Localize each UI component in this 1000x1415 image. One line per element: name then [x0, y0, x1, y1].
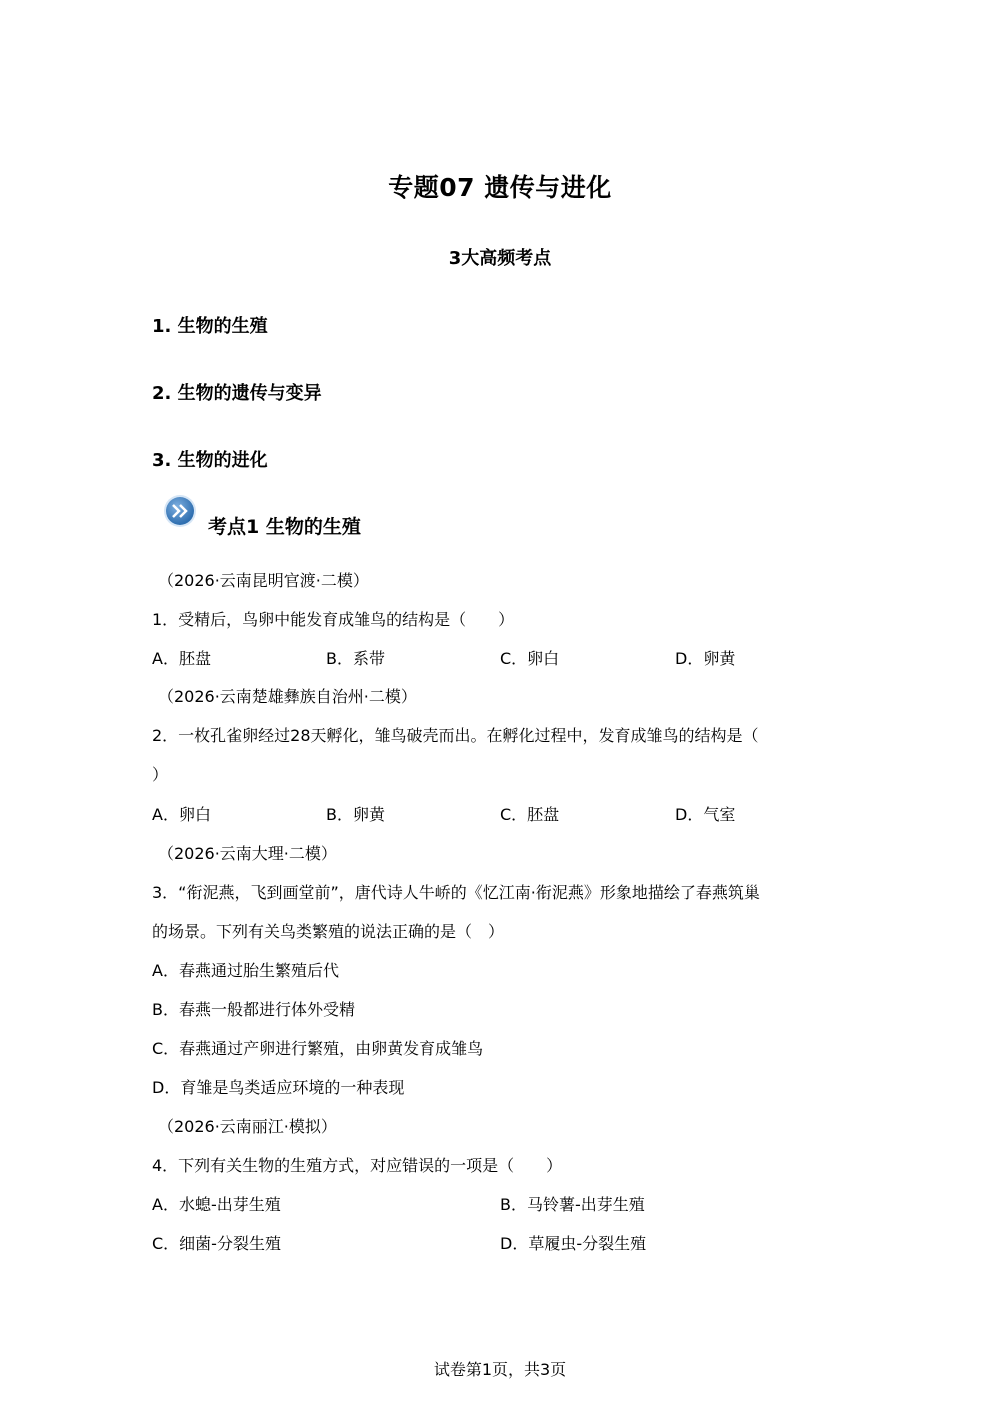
double-chevron-right-icon: [166, 497, 194, 525]
question-source: （2026·云南昆明官渡·二模）: [158, 571, 369, 590]
option-a: A．胚盘: [152, 649, 211, 668]
option-b: B．马铃薯-出芽生殖: [500, 1195, 645, 1214]
page-footer: 试卷第1页，共3页: [433, 1360, 567, 1379]
question-stem: 1．受精后，鸟卵中能发育成雏鸟的结构是（ ）: [152, 610, 515, 629]
page-title: 专题07 遗传与进化: [388, 173, 612, 202]
option-c: C．卵白: [500, 649, 560, 668]
option-a: A．春燕通过胎生繁殖后代: [152, 961, 339, 980]
option-c: C．胚盘: [500, 805, 560, 824]
option-c: C．细菌-分裂生殖: [152, 1234, 281, 1253]
option-d: D．卵黄: [675, 649, 736, 668]
question-stem-continued: 的场景。下列有关鸟类繁殖的说法正确的是（ ）: [152, 922, 505, 941]
topic-item: 2. 生物的遗传与变异: [152, 383, 322, 404]
question-stem: 3．“衔泥燕，飞到画堂前”，唐代诗人牛峤的《忆江南·衔泥燕》形象地描绘了春燕筑巢: [152, 883, 760, 902]
section-title: 考点1 生物的生殖: [208, 516, 361, 538]
topic-item: 1. 生物的生殖: [152, 316, 268, 337]
question-source: （2026·云南丽江·模拟）: [158, 1117, 337, 1136]
option-a: A．水螅-出芽生殖: [152, 1195, 281, 1214]
topic-item: 3. 生物的进化: [152, 450, 268, 471]
question-stem-continued: ）: [152, 765, 169, 784]
question-stem: 4．下列有关生物的生殖方式，对应错误的一项是（ ）: [152, 1156, 563, 1175]
question-stem: 2．一枚孔雀卵经过28天孵化，雏鸟破壳而出。在孵化过程中，发育成雏鸟的结构是（: [152, 726, 759, 745]
option-d: D．育雏是鸟类适应环境的一种表现: [152, 1078, 405, 1097]
option-d: D．气室: [675, 805, 736, 824]
option-a: A．卵白: [152, 805, 211, 824]
question-source: （2026·云南大理·二模）: [158, 844, 337, 863]
question-source: （2026·云南楚雄彝族自治州·二模）: [158, 687, 417, 706]
option-b: B．卵黄: [326, 805, 385, 824]
option-d: D．草履虫-分裂生殖: [500, 1234, 647, 1253]
option-c: C．春燕通过产卵进行繁殖，由卵黄发育成雏鸟: [152, 1039, 484, 1058]
page-subtitle: 3大高频考点: [448, 248, 552, 269]
option-b: B．春燕一般都进行体外受精: [152, 1000, 355, 1019]
option-b: B．系带: [326, 649, 385, 668]
